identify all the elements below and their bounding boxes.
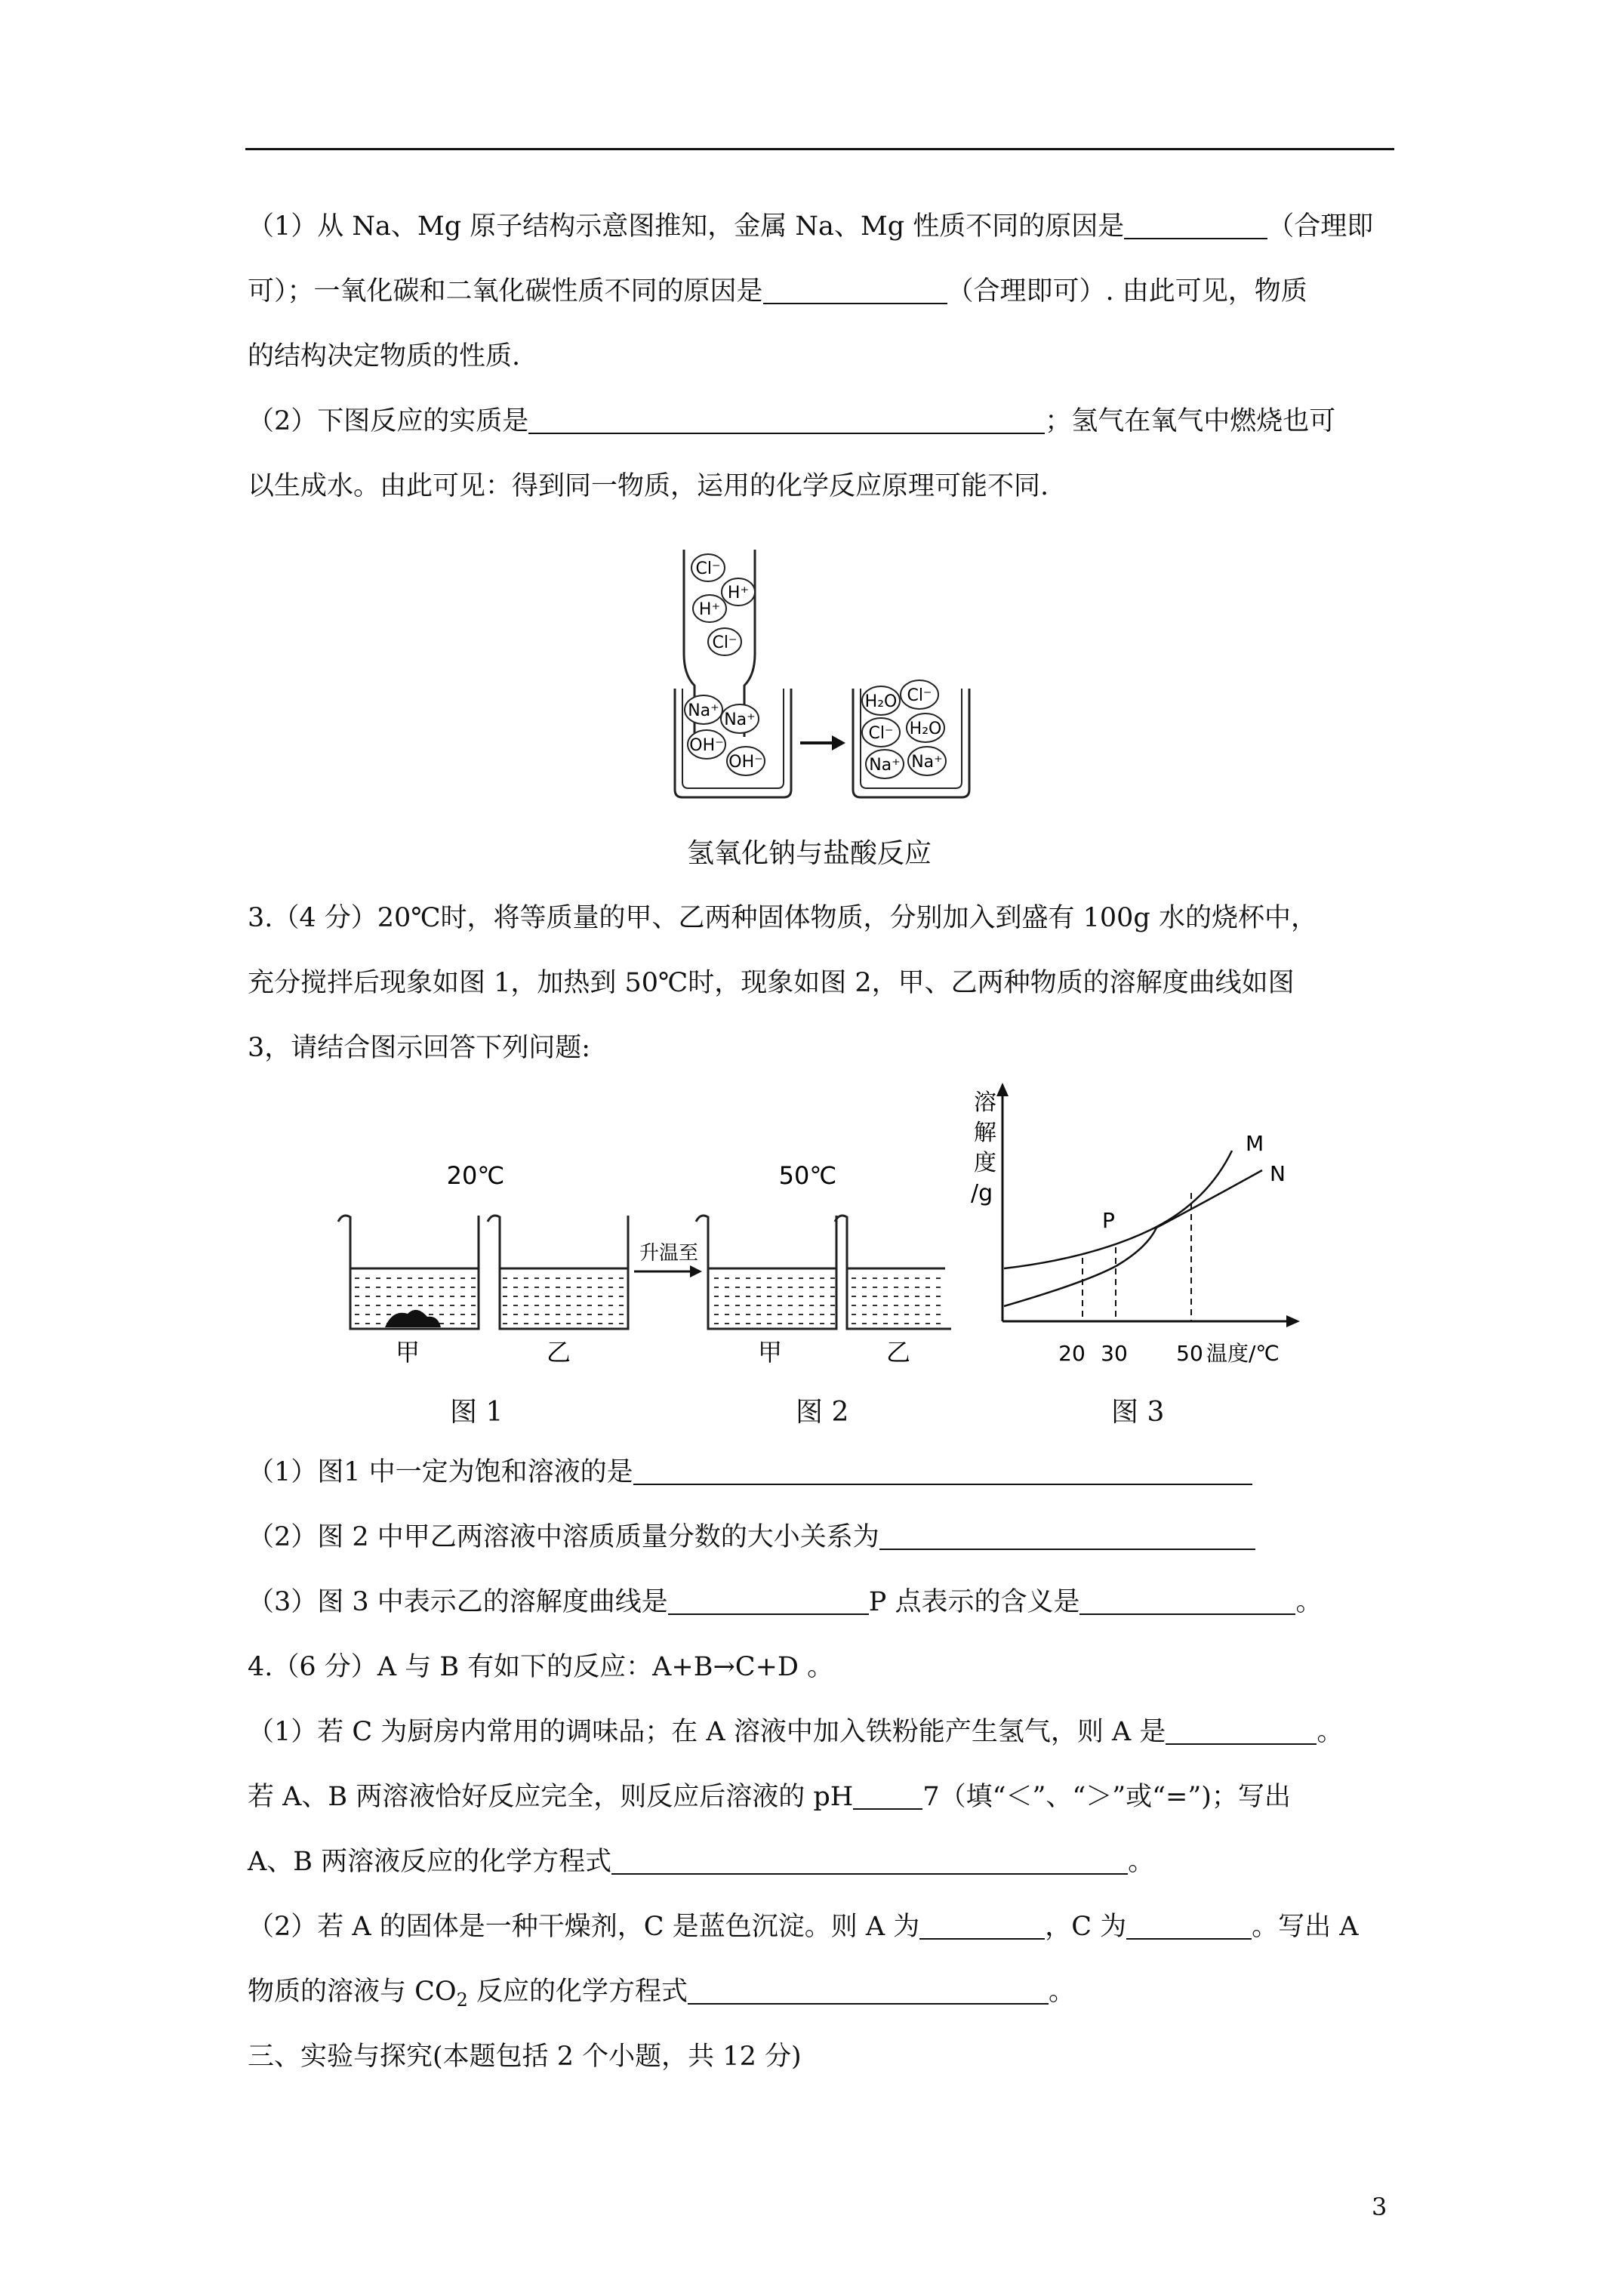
text: 物质的溶液与 CO [248, 1977, 457, 2007]
fig2-caption: 图 2 [796, 1397, 849, 1428]
ion-label: Na⁺ [869, 756, 901, 775]
answer-blank[interactable] [688, 1976, 1049, 2005]
text: （1）若 C 为厨房内常用的调味品；在 A 溶液中加入铁粉能产生氢气，则 A 是 [248, 1717, 1166, 1747]
answer-blank[interactable] [633, 1456, 1252, 1485]
text: 7（填“＜”、“＞”或“=”)；写出 [922, 1782, 1291, 1812]
ion-label: Cl⁻ [695, 559, 721, 578]
text: （合理即 [1267, 211, 1374, 242]
answer-blank[interactable] [611, 1846, 1128, 1875]
ion-label: OH⁻ [728, 753, 763, 772]
fig1-temp: 20℃ [446, 1161, 505, 1190]
ion-bubble [866, 750, 904, 778]
q2-line-4 [248, 403, 1335, 439]
ion-bubble [727, 747, 765, 775]
solubility-chart [959, 1080, 1313, 1374]
text: 。 [1049, 1977, 1076, 2007]
q4-sub-1c [248, 1844, 1154, 1880]
answer-blank[interactable] [1124, 211, 1267, 239]
q4-sub-1a [248, 1714, 1343, 1750]
ion-bubble [862, 718, 900, 747]
label-jia: 甲 [757, 1338, 783, 1367]
answer-blank[interactable] [1166, 1716, 1317, 1745]
fig3-caption: 图 3 [1111, 1397, 1165, 1428]
ion-label: H⁺ [698, 600, 721, 619]
answer-blank[interactable] [853, 1781, 922, 1810]
answer-blank[interactable] [528, 405, 1045, 434]
x-tick: 20 [1058, 1341, 1086, 1366]
q3-sub-2 [248, 1519, 1255, 1555]
text: （2）若 A 的固体是一种干燥剂，C 是蓝色沉淀。则 A 为 [248, 1912, 920, 1942]
ion-bubble [901, 680, 938, 709]
y-label-char: /g [971, 1180, 993, 1207]
ion-bubble [722, 578, 755, 606]
text: （合理即可）. 由此可见，物质 [947, 276, 1307, 307]
subscript: 2 [456, 1989, 468, 2011]
text: A、B 两溶液反应的化学方程式 [248, 1847, 612, 1877]
ion-bubble [688, 730, 725, 759]
header-rule [245, 148, 1394, 150]
x-tick: 50 [1176, 1341, 1203, 1366]
beaker-yi-50 [835, 1216, 951, 1329]
label-jia: 甲 [395, 1338, 420, 1367]
ion-bubble [708, 628, 741, 655]
q2-line-2 [248, 273, 1307, 310]
ion-bubble [721, 704, 759, 733]
figure-caption: 氢氧化钠与盐酸反应 [687, 838, 932, 869]
curve-m-label: M [1246, 1131, 1264, 1156]
ion-label: H⁺ [727, 584, 750, 603]
q3-sub-1 [248, 1454, 1252, 1490]
q4-sub-2b [248, 1974, 1075, 2018]
answer-blank[interactable] [879, 1521, 1255, 1550]
answer-blank[interactable] [1079, 1586, 1295, 1615]
ion-label: Cl⁻ [712, 633, 738, 652]
arrowhead-icon [996, 1083, 1009, 1096]
text: 。 [1295, 1587, 1323, 1617]
section-heading: 三、实验与探究(本题包括 2 个小题，共 12 分) [248, 2042, 802, 2072]
arrowhead-icon [832, 735, 845, 750]
q4-sub-1b [248, 1779, 1291, 1815]
y-label-char: 溶 [974, 1089, 996, 1116]
curve-m [1004, 1151, 1232, 1268]
beaker-jia-50 [696, 1216, 836, 1329]
text: （2）下图反应的实质是 [248, 406, 529, 436]
ion-bubble [685, 695, 722, 724]
beaker-figures [332, 1148, 951, 1374]
ion-label: Cl⁻ [868, 724, 894, 743]
ion-label: H₂O [864, 692, 898, 711]
q2-line-3 [248, 338, 520, 374]
ion-label: Na⁺ [911, 753, 943, 772]
text: 。 [1317, 1717, 1344, 1747]
fig2-temp: 50℃ [778, 1161, 837, 1190]
answer-blank[interactable] [919, 1911, 1045, 1940]
text: ；氢气在氧气中燃烧也可 [1045, 406, 1336, 436]
label-yi: 乙 [885, 1338, 911, 1367]
text: 反应的化学方程式 [467, 1977, 688, 2007]
ion-bubble [908, 747, 946, 775]
ion-bubble [691, 554, 725, 581]
fig1-caption: 图 1 [450, 1397, 504, 1428]
q3-intro-3: 3，请结合图示回答下列问题: [248, 1033, 591, 1063]
ion-label: Na⁺ [724, 710, 756, 729]
ion-label: Na⁺ [688, 701, 719, 720]
q3-sub-3 [248, 1584, 1323, 1620]
x-tick: 30 [1101, 1341, 1128, 1366]
heat-label: 升温至 [639, 1242, 699, 1265]
text: （1）图1 中一定为饱和溶液的是 [248, 1457, 633, 1487]
ion-label: Cl⁻ [907, 686, 932, 705]
text: （2）图 2 中甲乙两溶液中溶质质量分数的大小关系为 [248, 1522, 879, 1552]
text: （1）从 Na、Mg 原子结构示意图推知，金属 Na、Mg 性质不同的原因是 [248, 211, 1125, 242]
answer-blank[interactable] [1126, 1911, 1252, 1940]
q4-sub-2a [248, 1909, 1359, 1945]
text: 若 A、B 两溶液恰好反应完全，则反应后溶液的 pH [248, 1782, 854, 1812]
text: 可）；一氧化碳和二氧化碳性质不同的原因是 [248, 276, 763, 307]
text: 以生成水。由此可见：得到同一物质，运用的化学反应原理可能不同. [248, 471, 1049, 501]
ion-bubble [862, 686, 900, 715]
label-yi: 乙 [546, 1338, 571, 1367]
text: 。 [1128, 1847, 1155, 1877]
q3-intro-1: 3.（4 分）20℃时，将等质量的甲、乙两种固体物质，分别加入到盛有 100g 水的烧杯中， [248, 903, 1317, 933]
arrowhead-icon [1286, 1315, 1300, 1327]
ion-label: OH⁻ [689, 736, 724, 755]
answer-blank[interactable] [668, 1586, 869, 1615]
ion-label: H₂O [909, 720, 942, 738]
x-axis-label: 温度/℃ [1206, 1341, 1280, 1366]
ion-bubble [693, 595, 726, 622]
text: （3）图 3 中表示乙的溶解度曲线是 [248, 1587, 668, 1617]
page-number: 3 [1372, 2193, 1387, 2221]
point-p-label: P [1102, 1208, 1115, 1233]
text: 。写出 A [1252, 1912, 1359, 1942]
answer-blank[interactable] [763, 276, 947, 304]
text: 的结构决定物质的性质. [248, 341, 521, 371]
beaker-jia-20 [338, 1216, 479, 1329]
ion-bubble [907, 713, 944, 742]
arrowhead-icon [690, 1265, 702, 1277]
beaker-yi-20 [488, 1216, 628, 1329]
text: P 点表示的含义是 [868, 1587, 1080, 1617]
q2-line-1 [248, 208, 1373, 245]
q4-intro: 4.（6 分）A 与 B 有如下的反应：A+B→C+D 。 [248, 1652, 834, 1682]
y-label-char: 解 [974, 1120, 996, 1146]
q3-intro-2: 充分搅拌后现象如图 1，加热到 50℃时，现象如图 2，甲、乙两种物质的溶解度曲线如图 [248, 968, 1295, 998]
reaction-figure [664, 541, 981, 805]
y-label-char: 度 [974, 1150, 996, 1176]
text: ，C 为 [1045, 1912, 1127, 1942]
curve-n-label: N [1270, 1161, 1286, 1186]
q2-line-5 [248, 468, 1049, 504]
